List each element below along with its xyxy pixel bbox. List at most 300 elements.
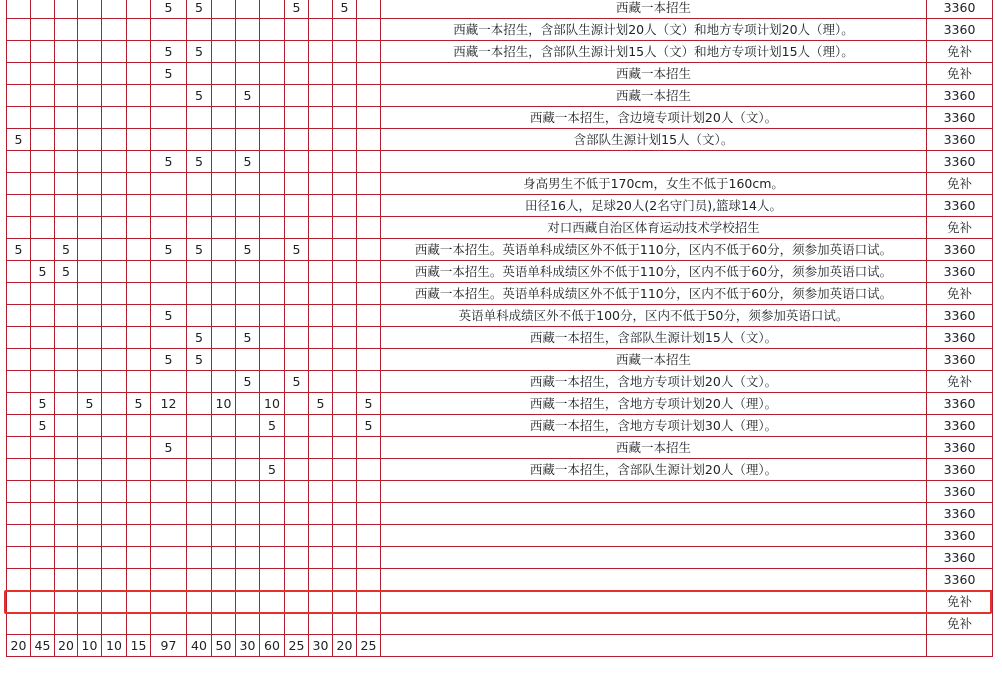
quota-cell: [212, 591, 236, 613]
quota-cell: [285, 107, 309, 129]
quota-cell: [78, 151, 102, 173]
quota-cell: [357, 41, 381, 63]
quota-cell: [260, 481, 285, 503]
quota-cell: 5: [236, 85, 260, 107]
quota-cell: [260, 503, 285, 525]
quota-cell: [236, 107, 260, 129]
quota-cell: [102, 0, 127, 19]
remark-cell: [381, 503, 927, 525]
quota-cell: [55, 481, 78, 503]
remark-cell: [381, 635, 927, 657]
quota-cell: [55, 437, 78, 459]
quota-cell: [6, 107, 31, 129]
quota-cell: [55, 327, 78, 349]
quota-cell: [31, 85, 55, 107]
quota-cell: [285, 525, 309, 547]
quota-cell: [236, 19, 260, 41]
quota-cell: [6, 371, 31, 393]
quota-cell: [6, 481, 31, 503]
remark-cell: 含部队生源计划15人（文）。: [381, 129, 927, 151]
quota-cell: [236, 481, 260, 503]
remark-cell: 对口西藏自治区体育运动技术学校招生: [381, 217, 927, 239]
fee-cell: 免补: [927, 173, 993, 195]
quota-cell: [212, 525, 236, 547]
quota-cell: [309, 371, 333, 393]
quota-cell: [357, 85, 381, 107]
quota-cell: [333, 85, 357, 107]
quota-cell: [236, 217, 260, 239]
remark-cell: [381, 525, 927, 547]
quota-cell: [127, 415, 151, 437]
quota-cell: [260, 41, 285, 63]
quota-cell: [285, 85, 309, 107]
quota-cell: [333, 393, 357, 415]
quota-cell: [309, 349, 333, 371]
quota-cell: [212, 107, 236, 129]
total-cell: 45: [31, 635, 55, 657]
quota-cell: [212, 19, 236, 41]
quota-cell: [151, 371, 187, 393]
quota-cell: [260, 107, 285, 129]
total-cell: 30: [309, 635, 333, 657]
quota-cell: 5: [187, 85, 212, 107]
quota-cell: [260, 195, 285, 217]
quota-cell: [212, 613, 236, 635]
total-cell: 10: [102, 635, 127, 657]
quota-cell: [357, 327, 381, 349]
quota-cell: [102, 129, 127, 151]
quota-cell: [31, 371, 55, 393]
quota-cell: 5: [187, 41, 212, 63]
fee-cell: 3360: [927, 85, 993, 107]
quota-cell: [78, 283, 102, 305]
quota-cell: [236, 129, 260, 151]
quota-cell: [102, 393, 127, 415]
fee-cell: 免补: [927, 41, 993, 63]
quota-cell: [31, 0, 55, 19]
quota-cell: [260, 327, 285, 349]
quota-cell: [357, 525, 381, 547]
quota-cell: [309, 261, 333, 283]
quota-cell: [31, 63, 55, 85]
total-cell: 60: [260, 635, 285, 657]
quota-cell: [6, 0, 31, 19]
remark-cell: 西藏一本招生: [381, 85, 927, 107]
remark-cell: 西藏一本招生，含部队生源计划20人（文）和地方专项计划20人（理）。: [381, 19, 927, 41]
quota-cell: [333, 217, 357, 239]
quota-cell: [6, 85, 31, 107]
quota-cell: 5: [55, 261, 78, 283]
quota-cell: [285, 481, 309, 503]
quota-cell: [187, 107, 212, 129]
quota-cell: [212, 569, 236, 591]
quota-cell: [187, 525, 212, 547]
quota-cell: [285, 305, 309, 327]
fee-cell: 免补: [927, 63, 993, 85]
quota-cell: [187, 613, 212, 635]
quota-cell: [6, 283, 31, 305]
remark-cell: 西藏一本招生，含地方专项计划20人（文）。: [381, 371, 927, 393]
quota-cell: [212, 63, 236, 85]
fee-cell: 3360: [927, 261, 993, 283]
quota-cell: [55, 129, 78, 151]
quota-cell: [236, 173, 260, 195]
quota-cell: [260, 305, 285, 327]
fee-cell: 3360: [927, 151, 993, 173]
quota-cell: [78, 85, 102, 107]
quota-cell: [31, 151, 55, 173]
quota-cell: [55, 85, 78, 107]
quota-cell: [212, 481, 236, 503]
quota-cell: [285, 591, 309, 613]
quota-cell: [357, 503, 381, 525]
quota-cell: [78, 591, 102, 613]
quota-cell: [236, 305, 260, 327]
quota-cell: 5: [31, 415, 55, 437]
quota-cell: [6, 459, 31, 481]
quota-cell: [127, 525, 151, 547]
quota-cell: [260, 547, 285, 569]
quota-cell: [6, 613, 31, 635]
quota-cell: [102, 305, 127, 327]
quota-cell: [127, 371, 151, 393]
quota-cell: [187, 547, 212, 569]
quota-cell: [127, 239, 151, 261]
quota-cell: [151, 173, 187, 195]
quota-cell: [236, 613, 260, 635]
quota-cell: [55, 525, 78, 547]
quota-cell: [333, 63, 357, 85]
quota-cell: [285, 393, 309, 415]
quota-cell: [31, 481, 55, 503]
quota-cell: 10: [212, 393, 236, 415]
quota-cell: [333, 459, 357, 481]
quota-cell: [333, 415, 357, 437]
quota-cell: [309, 41, 333, 63]
quota-cell: [78, 305, 102, 327]
quota-cell: 5: [78, 393, 102, 415]
quota-cell: [55, 349, 78, 371]
total-cell: 30: [236, 635, 260, 657]
quota-cell: [31, 525, 55, 547]
quota-cell: [151, 19, 187, 41]
quota-cell: [102, 85, 127, 107]
quota-cell: [31, 129, 55, 151]
quota-cell: [78, 459, 102, 481]
quota-cell: [6, 415, 31, 437]
quota-cell: [55, 41, 78, 63]
quota-cell: 5: [285, 0, 309, 19]
quota-cell: [127, 349, 151, 371]
quota-cell: [333, 613, 357, 635]
quota-cell: [78, 63, 102, 85]
quota-cell: [78, 481, 102, 503]
fee-cell: 3360: [927, 503, 993, 525]
quota-cell: [151, 415, 187, 437]
remark-cell: 西藏一本招生。英语单科成绩区外不低于110分，区内不低于60分，须参加英语口试。: [381, 239, 927, 261]
quota-cell: [78, 0, 102, 19]
quota-cell: [151, 591, 187, 613]
quota-cell: [55, 0, 78, 19]
quota-cell: [333, 525, 357, 547]
quota-cell: [236, 393, 260, 415]
quota-cell: [102, 173, 127, 195]
quota-cell: [236, 349, 260, 371]
quota-cell: [31, 283, 55, 305]
quota-cell: [187, 19, 212, 41]
quota-cell: [333, 481, 357, 503]
remark-cell: [381, 569, 927, 591]
quota-cell: [333, 107, 357, 129]
quota-cell: [357, 0, 381, 19]
quota-cell: [6, 305, 31, 327]
total-cell: 40: [187, 635, 212, 657]
quota-cell: [55, 415, 78, 437]
quota-cell: [31, 107, 55, 129]
quota-cell: [151, 195, 187, 217]
quota-cell: [285, 437, 309, 459]
quota-cell: [212, 327, 236, 349]
quota-cell: [151, 569, 187, 591]
quota-cell: [357, 591, 381, 613]
quota-cell: [127, 85, 151, 107]
quota-cell: [127, 107, 151, 129]
quota-cell: 12: [151, 393, 187, 415]
quota-cell: [260, 349, 285, 371]
quota-cell: [55, 283, 78, 305]
quota-cell: [187, 437, 212, 459]
quota-cell: [55, 591, 78, 613]
quota-cell: [333, 239, 357, 261]
quota-cell: [31, 349, 55, 371]
quota-cell: [357, 481, 381, 503]
quota-cell: [285, 327, 309, 349]
quota-cell: [151, 525, 187, 547]
quota-cell: [285, 41, 309, 63]
quota-cell: [127, 547, 151, 569]
quota-cell: [260, 437, 285, 459]
total-cell: 50: [212, 635, 236, 657]
fee-cell: 3360: [927, 459, 993, 481]
quota-cell: [31, 173, 55, 195]
quota-cell: [260, 0, 285, 19]
quota-cell: [333, 371, 357, 393]
quota-cell: [6, 393, 31, 415]
quota-cell: [260, 525, 285, 547]
quota-cell: [55, 305, 78, 327]
quota-cell: [357, 459, 381, 481]
quota-cell: [357, 569, 381, 591]
quota-cell: [78, 107, 102, 129]
quota-cell: [236, 547, 260, 569]
quota-cell: [102, 503, 127, 525]
quota-cell: [285, 569, 309, 591]
quota-cell: [102, 569, 127, 591]
quota-cell: [6, 19, 31, 41]
quota-cell: [151, 613, 187, 635]
quota-cell: [127, 217, 151, 239]
quota-cell: [127, 63, 151, 85]
quota-cell: [309, 19, 333, 41]
quota-cell: [236, 63, 260, 85]
quota-cell: [309, 173, 333, 195]
remark-cell: [381, 613, 927, 635]
quota-cell: 5: [236, 239, 260, 261]
quota-cell: [260, 63, 285, 85]
fee-cell: 3360: [927, 129, 993, 151]
quota-cell: [260, 85, 285, 107]
quota-cell: [78, 261, 102, 283]
quota-cell: [212, 437, 236, 459]
quota-cell: [127, 591, 151, 613]
quota-cell: [55, 613, 78, 635]
quota-cell: [31, 41, 55, 63]
quota-cell: [333, 151, 357, 173]
quota-cell: [285, 63, 309, 85]
fee-cell: 3360: [927, 547, 993, 569]
quota-cell: [236, 569, 260, 591]
remark-cell: 西藏一本招生: [381, 437, 927, 459]
quota-cell: [31, 437, 55, 459]
quota-cell: [285, 503, 309, 525]
quota-cell: [55, 151, 78, 173]
total-cell: 15: [127, 635, 151, 657]
quota-cell: [127, 481, 151, 503]
quota-cell: 5: [151, 0, 187, 19]
fee-cell: 3360: [927, 19, 993, 41]
quota-cell: [102, 327, 127, 349]
fee-cell: 免补: [927, 371, 993, 393]
quota-cell: [260, 613, 285, 635]
quota-cell: [78, 195, 102, 217]
fee-cell: 3360: [927, 349, 993, 371]
quota-cell: [309, 239, 333, 261]
quota-cell: [236, 459, 260, 481]
quota-cell: [55, 195, 78, 217]
quota-cell: [127, 437, 151, 459]
quota-cell: 5: [151, 63, 187, 85]
quota-cell: [55, 63, 78, 85]
quota-cell: [285, 19, 309, 41]
quota-cell: [102, 63, 127, 85]
quota-cell: [333, 283, 357, 305]
quota-cell: [151, 459, 187, 481]
fee-cell: [927, 635, 993, 657]
quota-cell: [102, 371, 127, 393]
quota-cell: [309, 305, 333, 327]
quota-cell: [212, 371, 236, 393]
quota-cell: [309, 63, 333, 85]
quota-cell: [285, 129, 309, 151]
quota-cell: [31, 459, 55, 481]
quota-cell: [78, 327, 102, 349]
quota-cell: 5: [285, 371, 309, 393]
quota-cell: 5: [187, 327, 212, 349]
quota-cell: [309, 217, 333, 239]
quota-cell: [357, 239, 381, 261]
quota-cell: [127, 261, 151, 283]
quota-cell: 5: [151, 305, 187, 327]
quota-cell: [31, 305, 55, 327]
remark-cell: 西藏一本招生，含地方专项计划30人（理）。: [381, 415, 927, 437]
quota-cell: [212, 173, 236, 195]
fee-cell: 3360: [927, 437, 993, 459]
quota-cell: [357, 437, 381, 459]
quota-cell: 5: [236, 151, 260, 173]
remark-cell: [381, 151, 927, 173]
quota-cell: [6, 547, 31, 569]
quota-cell: [78, 217, 102, 239]
quota-cell: [187, 195, 212, 217]
quota-cell: [102, 591, 127, 613]
quota-cell: [212, 283, 236, 305]
quota-cell: [333, 569, 357, 591]
quota-cell: [31, 569, 55, 591]
quota-cell: [212, 151, 236, 173]
quota-cell: [31, 327, 55, 349]
quota-cell: [309, 327, 333, 349]
quota-cell: [55, 107, 78, 129]
remark-cell: 西藏一本招生，含部队生源计划15人（文）和地方专项计划15人（理）。: [381, 41, 927, 63]
quota-cell: [357, 19, 381, 41]
quota-cell: [309, 613, 333, 635]
quota-cell: [6, 195, 31, 217]
quota-cell: [102, 283, 127, 305]
quota-cell: 5: [31, 261, 55, 283]
quota-cell: [55, 371, 78, 393]
fee-cell: 3360: [927, 415, 993, 437]
quota-cell: [127, 19, 151, 41]
quota-cell: [102, 481, 127, 503]
quota-cell: [212, 41, 236, 63]
quota-cell: [309, 151, 333, 173]
quota-cell: [55, 459, 78, 481]
quota-cell: [212, 0, 236, 19]
quota-cell: [333, 349, 357, 371]
quota-cell: [333, 591, 357, 613]
fee-cell: 免补: [927, 283, 993, 305]
quota-cell: [78, 129, 102, 151]
quota-cell: [187, 283, 212, 305]
quota-cell: [102, 459, 127, 481]
quota-cell: [309, 415, 333, 437]
total-cell: 97: [151, 635, 187, 657]
quota-cell: [102, 547, 127, 569]
quota-cell: [236, 525, 260, 547]
quota-cell: 5: [260, 415, 285, 437]
remark-cell: 英语单科成绩区外不低于100分，区内不低于50分，须参加英语口试。: [381, 305, 927, 327]
quota-cell: [31, 503, 55, 525]
quota-cell: [187, 371, 212, 393]
quota-cell: [333, 41, 357, 63]
quota-cell: 5: [31, 393, 55, 415]
quota-cell: [127, 459, 151, 481]
quota-cell: [285, 349, 309, 371]
quota-cell: 5: [6, 239, 31, 261]
quota-cell: 5: [127, 393, 151, 415]
quota-cell: 5: [151, 151, 187, 173]
quota-cell: [212, 503, 236, 525]
quota-cell: [6, 63, 31, 85]
quota-cell: [78, 569, 102, 591]
quota-cell: [187, 569, 212, 591]
quota-cell: [212, 261, 236, 283]
quota-cell: [187, 393, 212, 415]
quota-cell: [6, 41, 31, 63]
remark-cell: 西藏一本招生，含边境专项计划20人（文）。: [381, 107, 927, 129]
quota-cell: [260, 261, 285, 283]
quota-cell: [102, 261, 127, 283]
